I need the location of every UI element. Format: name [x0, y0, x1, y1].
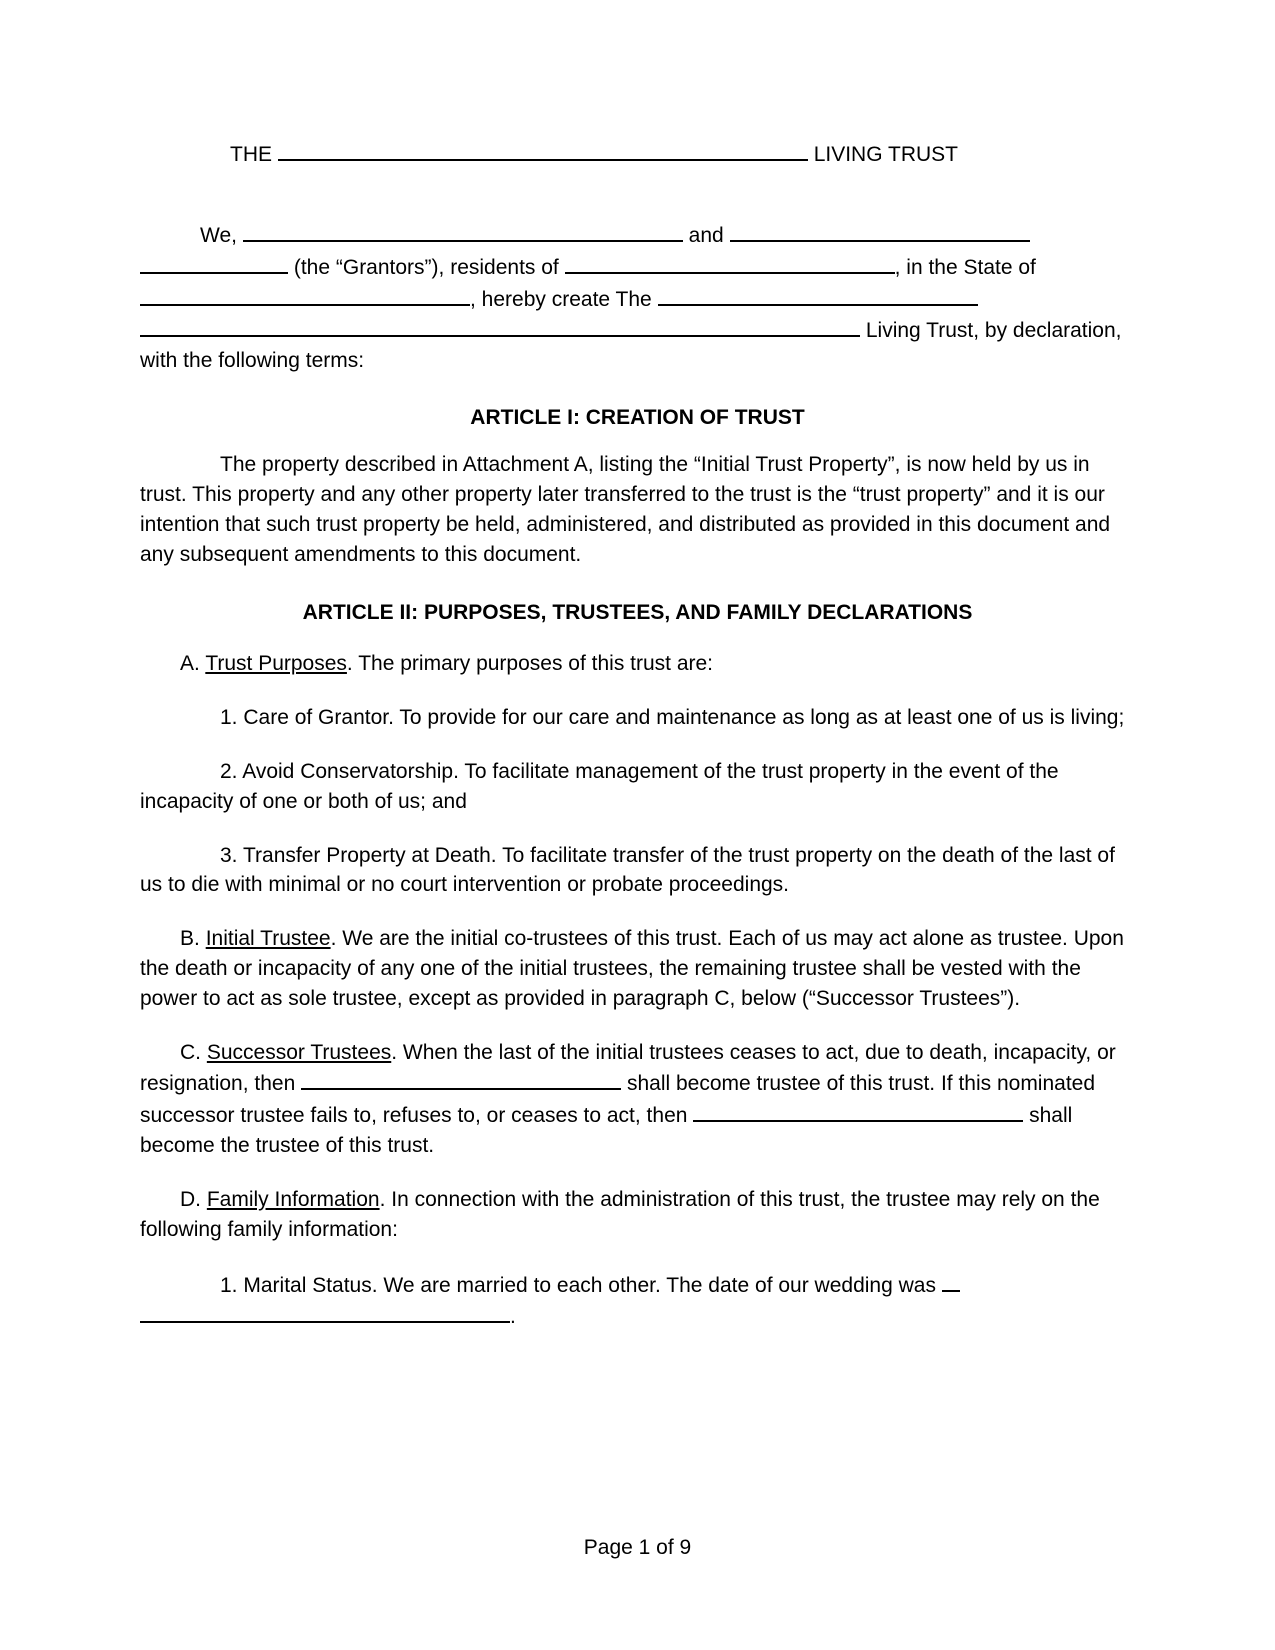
item-a-text: . The primary purposes of this trust are: [346, 652, 714, 676]
title-suffix: LIVING TRUST [813, 143, 958, 166]
trust-name-blank-2[interactable] [658, 283, 978, 306]
sub-d1-period: . [510, 1305, 516, 1329]
sub-2-label: 2. [220, 759, 238, 783]
intro-declaration: declaration, with the following terms: [140, 319, 1122, 373]
item-c-text-2: shall become trustee of this trust. If this nominated successor trustee fails to, refuses to, or ceases to act, then [140, 1072, 1096, 1128]
intro-hereby-create: , hereby create The [470, 287, 652, 311]
trust-name-blank[interactable] [278, 138, 808, 161]
item-c-text-3: shall become the trustee of this trust. [140, 1104, 1073, 1158]
page-footer: Page 1 of 9 [583, 1536, 692, 1559]
article-1-heading: ARTICLE I: CREATION OF TRUST [470, 406, 805, 430]
article-2-sub-1 [140, 703, 1135, 733]
intro-we: We, [200, 224, 237, 247]
sub-1-text: Care of Grantor. To provide for our care and maintenance as long as at least one of us is living; [243, 706, 1125, 730]
sub-3-label: 3. [220, 843, 238, 867]
item-d-label: D. [180, 1187, 201, 1211]
article-2-item-a [140, 649, 1135, 679]
wedding-date-blank-1[interactable] [942, 1269, 960, 1292]
article-2-item-c [140, 1038, 1135, 1161]
article-2-sub-d1 [140, 1269, 1135, 1333]
item-d-title: Family Information [206, 1187, 380, 1211]
sub-d1-text: Marital Status. We are married to each other. The date of our wedding was [243, 1273, 936, 1297]
article-2-heading: ARTICLE II: PURPOSES, TRUSTEES, AND FAMILY DECLARATIONS [302, 601, 973, 625]
trust-name-blank-3[interactable] [140, 314, 860, 337]
intro-living-trust-by: Living Trust, by [865, 319, 1008, 343]
item-c-text-1: . When the last of the initial trustees ceases to act, due to death, incapacity, or resignation, then [140, 1040, 1116, 1096]
sub-1-label: 1. [220, 706, 238, 730]
title-prefix: THE [230, 143, 272, 166]
item-b-title: Initial Trustee [205, 927, 331, 951]
intro-and: and [688, 224, 724, 247]
article-2-item-d [140, 1185, 1135, 1245]
successor-trustee-blank-1[interactable] [301, 1067, 621, 1090]
document-title [230, 138, 1135, 167]
item-c-label: C. [180, 1040, 201, 1064]
residence-blank[interactable] [565, 251, 895, 274]
item-a-label: A. [180, 652, 200, 676]
article-1-body: The property described in Attachment A, listing the “Initial Trust Property”, is now held by us in trust. This property and any other property later transferred to the trust is the “trust property” and it is our intention that such trust property be held, administered, and distributed as provided in this document and any subsequent amendments to this document. [140, 453, 1111, 566]
item-b-label: B. [180, 927, 200, 951]
item-a-title: Trust Purposes [205, 652, 347, 676]
intro-of: of [1018, 255, 1036, 279]
article-2-item-b [140, 924, 1135, 1013]
article-2-sub-3 [140, 841, 1135, 901]
wedding-date-blank-2[interactable] [140, 1300, 510, 1323]
intro-grantors: (the “Grantors”), residents of [293, 255, 559, 279]
item-b-text: . We are the initial co-trustees of this trust. Each of us may act alone as trustee. Upon the death or incapacity of any one of the initial trustees, the remaining trustee shall be vested with the power to act as sole trustee, except as provided in paragraph C, below (“Successor Trustees”). [140, 927, 1124, 1010]
intro-in-the-state: , in the State [894, 255, 1013, 279]
sub-2-text: Avoid Conservatorship. To facilitate management of the trust property in the event of the incapacity of one or both of us; and [140, 759, 1059, 813]
grantor-two-blank-cont[interactable] [140, 251, 288, 274]
grantor-one-blank[interactable] [243, 219, 683, 242]
intro-paragraph [140, 219, 1135, 376]
grantor-two-blank[interactable] [730, 219, 1030, 242]
article-2-sub-2 [140, 757, 1135, 817]
state-blank[interactable] [140, 283, 470, 306]
sub-d1-label: 1. [220, 1273, 238, 1297]
item-c-title: Successor Trustees [206, 1040, 392, 1064]
sub-3-text: Transfer Property at Death. To facilitate transfer of the trust property on the death of the last of us to die with minimal or no court intervention or probate proceedings. [140, 843, 1115, 897]
item-d-text: . In connection with the administration of this trust, the trustee may rely on the following family information: [140, 1187, 1100, 1241]
successor-trustee-blank-2[interactable] [693, 1099, 1023, 1122]
